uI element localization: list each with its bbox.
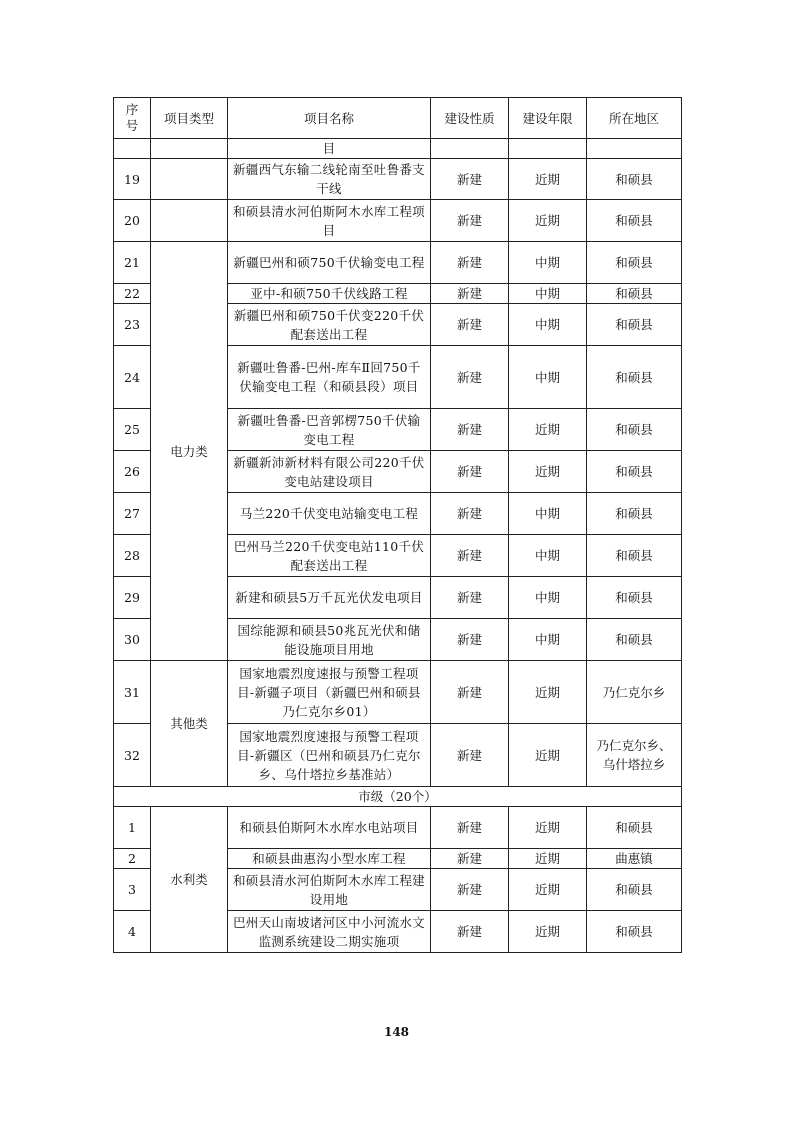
- row-period: 中期: [509, 577, 587, 619]
- row-nature: 新建: [431, 911, 509, 953]
- row-name: 新疆巴州和硕750千伏输变电工程: [228, 242, 431, 284]
- row-location: 和硕县: [587, 304, 682, 346]
- row-seq: 27: [114, 493, 151, 535]
- row-seq: 4: [114, 911, 151, 953]
- header-nature: 建设性质: [431, 98, 509, 139]
- row-period: 近期: [509, 451, 587, 493]
- table-row: [114, 159, 682, 200]
- row-period: 近期: [509, 869, 587, 911]
- row-seq: 20: [114, 200, 151, 242]
- type-power: 电力类: [151, 242, 228, 661]
- row-seq: 3: [114, 869, 151, 911]
- row-location: 和硕县: [587, 577, 682, 619]
- row-nature: 新建: [431, 807, 509, 849]
- row-seq: 29: [114, 577, 151, 619]
- row-seq: 22: [114, 284, 151, 304]
- header-seq: 序号: [114, 98, 151, 139]
- row-location: 和硕县: [587, 242, 682, 284]
- type-other: 其他类: [151, 661, 228, 787]
- row-location: 和硕县: [587, 284, 682, 304]
- row-nature: 新建: [431, 724, 509, 787]
- row-location: 乃仁克尔乡、乌什塔拉乡: [587, 724, 682, 787]
- row-nature: 新建: [431, 346, 509, 409]
- row-name: 国家地震烈度速报与预警工程项目-新疆区（巴州和硕县乃仁克尔乡、乌什塔拉乡基准站）: [228, 724, 431, 787]
- project-table: [113, 97, 682, 953]
- row-period: 近期: [509, 724, 587, 787]
- row-name: 和硕县清水河伯斯阿木水库工程项目: [228, 200, 431, 242]
- row-name: 和硕县曲惠沟小型水库工程: [228, 849, 431, 869]
- row-name: 巴州马兰220千伏变电站110千伏配套送出工程: [228, 535, 431, 577]
- row-nature: 新建: [431, 409, 509, 451]
- row-nature: 新建: [431, 869, 509, 911]
- header-location: 所在地区: [587, 98, 682, 139]
- type-water: 水利类: [151, 807, 228, 953]
- row-name: 和硕县伯斯阿木水库水电站项目: [228, 807, 431, 849]
- row-name: 国家地震烈度速报与预警工程项目-新疆子项目（新疆巴州和硕县乃仁克尔乡01）: [228, 661, 431, 724]
- row-name: 国综能源和硕县50兆瓦光伏和储能设施项目用地: [228, 619, 431, 661]
- table-row: [114, 139, 682, 159]
- table-row: [114, 807, 682, 849]
- row-location: 和硕县: [587, 346, 682, 409]
- row-name: 和硕县清水河伯斯阿木水库工程建设用地: [228, 869, 431, 911]
- row-seq: 25: [114, 409, 151, 451]
- row-period: 中期: [509, 284, 587, 304]
- row-nature: 新建: [431, 159, 509, 200]
- row-period: 近期: [509, 911, 587, 953]
- row-location: 和硕县: [587, 807, 682, 849]
- row-period: 近期: [509, 200, 587, 242]
- row-seq: 1: [114, 807, 151, 849]
- row-seq: 24: [114, 346, 151, 409]
- row-period: 近期: [509, 159, 587, 200]
- row-seq: 26: [114, 451, 151, 493]
- row-seq: 21: [114, 242, 151, 284]
- row-nature: 新建: [431, 619, 509, 661]
- table-row: [114, 661, 682, 724]
- page-number: 148: [383, 1025, 410, 1039]
- row-seq: 28: [114, 535, 151, 577]
- row-name: 新疆新沛新材料有限公司220千伏变电站建设项目: [228, 451, 431, 493]
- row-period: 近期: [509, 807, 587, 849]
- section-row: [114, 787, 682, 807]
- row-name: 新疆巴州和硕750千伏变220千伏配套送出工程: [228, 304, 431, 346]
- row-nature: 新建: [431, 284, 509, 304]
- row-seq: 31: [114, 661, 151, 724]
- row-name: 新建和硕县5万千瓦光伏发电项目: [228, 577, 431, 619]
- row-nature: 新建: [431, 200, 509, 242]
- row-period: 中期: [509, 535, 587, 577]
- row-nature: 新建: [431, 661, 509, 724]
- row-name: 新疆西气东输二线轮南至吐鲁番支干线: [228, 159, 431, 200]
- row-location: 和硕县: [587, 535, 682, 577]
- table-row: [114, 242, 682, 284]
- row-seq: 30: [114, 619, 151, 661]
- row-name: 亚中-和硕750千伏线路工程: [228, 284, 431, 304]
- row-name: 新疆吐鲁番-巴音郭楞750千伏输变电工程: [228, 409, 431, 451]
- carry-over-name: 目: [228, 139, 431, 159]
- row-period: 中期: [509, 346, 587, 409]
- header-period: 建设年限: [509, 98, 587, 139]
- header-type: 项目类型: [151, 98, 228, 139]
- header-name: 项目名称: [228, 98, 431, 139]
- row-nature: 新建: [431, 577, 509, 619]
- row-seq: 19: [114, 159, 151, 200]
- row-location: 和硕县: [587, 409, 682, 451]
- row-seq: 32: [114, 724, 151, 787]
- row-period: 中期: [509, 242, 587, 284]
- row-location: 和硕县: [587, 869, 682, 911]
- row-name: 马兰220千伏变电站输变电工程: [228, 493, 431, 535]
- row-nature: 新建: [431, 535, 509, 577]
- row-location: 和硕县: [587, 911, 682, 953]
- row-location: 和硕县: [587, 451, 682, 493]
- row-period: 中期: [509, 493, 587, 535]
- row-location: 乃仁克尔乡: [587, 661, 682, 724]
- row-period: 近期: [509, 409, 587, 451]
- row-location: 曲惠镇: [587, 849, 682, 869]
- row-name: 新疆吐鲁番-巴州-库车Ⅱ回750千伏输变电工程（和硕县段）项目: [228, 346, 431, 409]
- row-period: 近期: [509, 661, 587, 724]
- row-location: 和硕县: [587, 159, 682, 200]
- row-period: 中期: [509, 304, 587, 346]
- table-row: [114, 200, 682, 242]
- row-nature: 新建: [431, 849, 509, 869]
- section-title: 市级（20个）: [114, 787, 682, 807]
- row-period: 近期: [509, 849, 587, 869]
- row-seq: 23: [114, 304, 151, 346]
- row-nature: 新建: [431, 451, 509, 493]
- row-nature: 新建: [431, 304, 509, 346]
- row-location: 和硕县: [587, 619, 682, 661]
- row-location: 和硕县: [587, 200, 682, 242]
- row-period: 中期: [509, 619, 587, 661]
- row-location: 和硕县: [587, 493, 682, 535]
- row-nature: 新建: [431, 242, 509, 284]
- header-row: [114, 98, 682, 139]
- row-seq: 2: [114, 849, 151, 869]
- row-name: 巴州天山南坡诸河区中小河流水文监测系统建设二期实施项: [228, 911, 431, 953]
- row-nature: 新建: [431, 493, 509, 535]
